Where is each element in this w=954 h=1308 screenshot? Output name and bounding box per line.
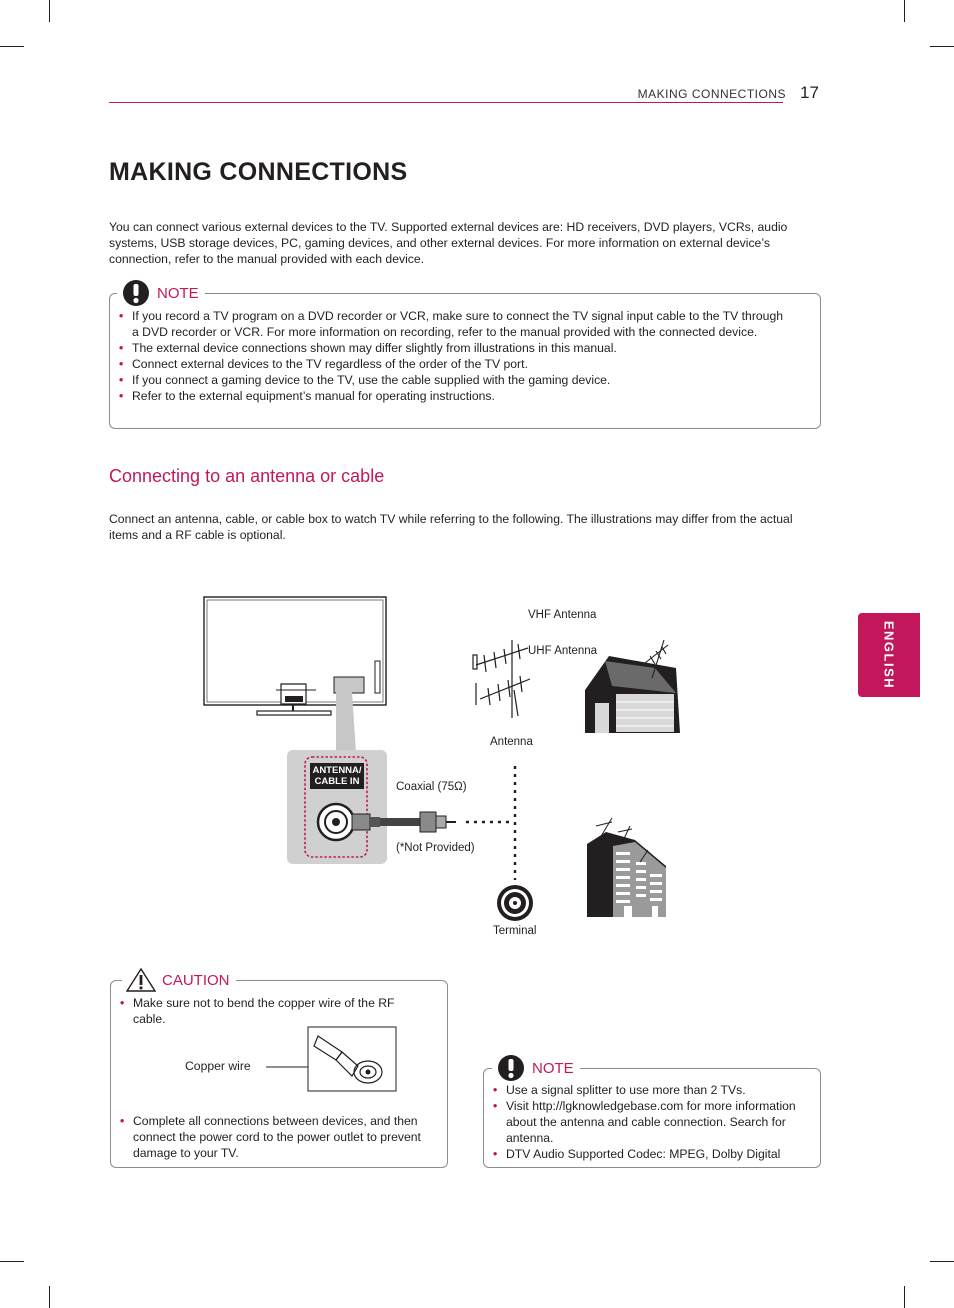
terminal-label: Terminal [493, 925, 537, 937]
terminal-illustration [497, 885, 533, 921]
list-item: • Make sure not to bend the copper wire of the RF cable. [111, 995, 429, 1027]
list-item: • Complete all connections between devices, and then connect the power cord to the power outlet to prevent damage to your TV. [111, 1113, 429, 1161]
list-item: • Connect external devices to the TV regardless of the order of the TV port. [110, 356, 790, 372]
list-item: • Refer to the external equipment’s manual for operating instructions. [110, 388, 790, 404]
list-item: • If you connect a gaming device to the TV, use the cable supplied with the gaming device. [110, 372, 790, 388]
caution-list [111, 995, 429, 1027]
page-number: 17 [800, 83, 819, 102]
list-item: • If you record a TV program on a DVD recorder or VCR, make sure to connect the TV signal input cable to the TV through a DVD recorder or VCR. For more information on recording, refer to the manual provided with the connected device. [110, 308, 790, 340]
caution-label [122, 967, 236, 993]
apartment-illustration [587, 818, 666, 917]
intro-paragraph: You can connect various external devices to the TV. Supported external devices are: HD receivers, DVD players, VCRs, audio systems, USB storage devices, PC, gaming devices, and other external devices. For more information on external device’s connection, refer to the manual provided with each device. [109, 220, 788, 266]
coaxial-label: Coaxial (75Ω) [396, 781, 467, 793]
not-provided-label: (*Not Provided) [396, 842, 475, 854]
caution-label-text: CAUTION [162, 971, 230, 989]
page-title: MAKING CONNECTIONS [109, 158, 408, 186]
rf-connector-illustration [260, 1026, 400, 1094]
antenna-illustration [473, 640, 530, 718]
note-box [483, 1068, 821, 1168]
port-label: ANTENNA/ CABLE IN [312, 765, 362, 787]
list-item: • The external device connections shown may differ slightly from illustrations in this manual. [110, 340, 790, 356]
section-heading: Connecting to an antenna or cable [109, 466, 385, 486]
antenna-label: Antenna [490, 736, 533, 748]
list-item: • Use a signal splitter to use more than 2 TVs. [484, 1082, 808, 1098]
uhf-antenna-label: UHF Antenna [528, 645, 598, 657]
note-label-text: NOTE [157, 284, 199, 302]
language-tab-label: ENGLISH [881, 620, 897, 690]
copper-wire-label: Copper wire [185, 1059, 251, 1073]
caution-list [111, 1113, 429, 1161]
section-paragraph: Connect an antenna, cable, or cable box to watch TV while referring to the following. The illustrations may differ from the actual items and a RF cable is optional. [109, 512, 793, 542]
note-label [492, 1055, 580, 1081]
coaxial-cable [352, 812, 456, 832]
list-item: • DTV Audio Supported Codec: MPEG, Dolby Digital [484, 1146, 808, 1162]
list-item: • Visit http://lgknowledgebase.com for more information about the antenna and cable connection. Search for antenna. [484, 1098, 808, 1146]
note-label-text: NOTE [532, 1059, 574, 1077]
house-illustration [585, 640, 680, 733]
note-list [484, 1082, 808, 1162]
warning-triangle-icon [126, 968, 156, 992]
running-header: MAKING CONNECTIONS [637, 87, 786, 101]
exclamation-icon [496, 1055, 526, 1081]
vhf-antenna-label: VHF Antenna [528, 609, 597, 621]
tv-illustration [204, 597, 386, 715]
